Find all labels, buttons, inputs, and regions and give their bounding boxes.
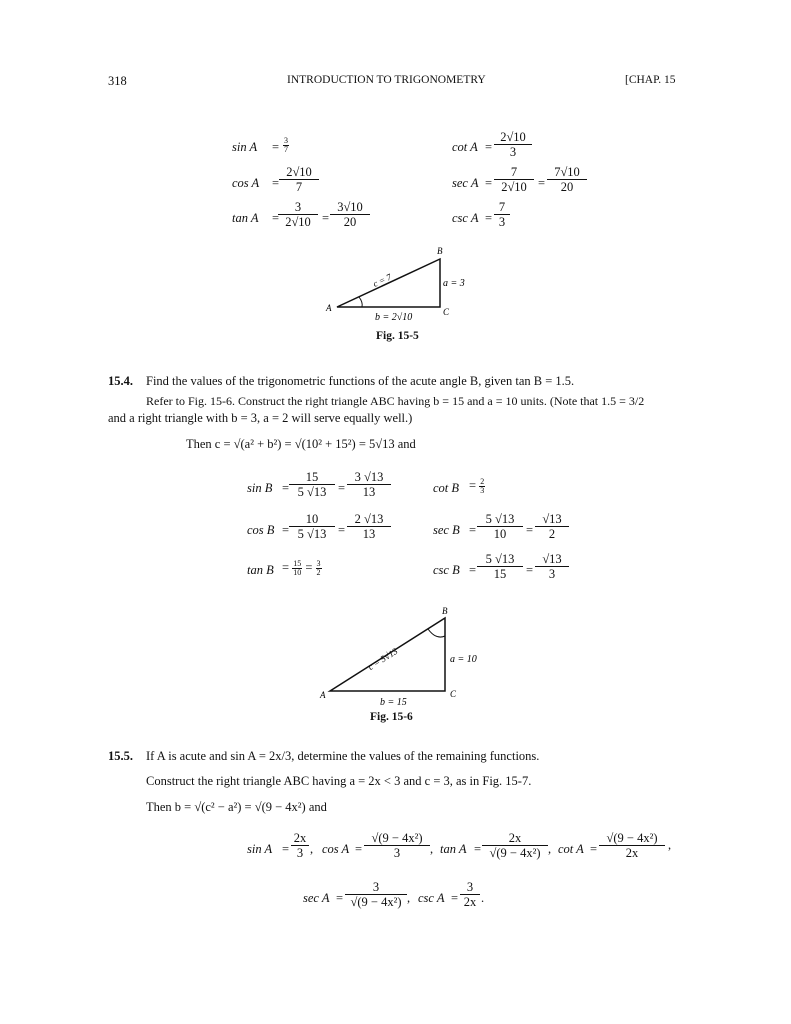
cot-a-fraction-3: [599, 831, 665, 860]
tan-a-label-3: tan A: [440, 842, 467, 856]
problem-15-4-line-2: and a right triangle with b = 3, a = 2 will serve equally well.): [108, 411, 413, 425]
label-c-vertex: C: [443, 307, 450, 317]
equals: =: [336, 891, 344, 905]
csc-a-label-3: csc A: [418, 891, 445, 905]
equals: =: [469, 563, 477, 577]
tan-b-value: = $\frac{15}{10}$ = $\frac{3}{2}$: [282, 559, 321, 577]
sin-a-num: 3: [284, 136, 288, 145]
label-side-a: a = 10: [450, 654, 477, 665]
tan-b-num-2: 3: [316, 559, 321, 568]
problem-15-4-statement: Find the values of the trigonometric functions of the acute angle B, given tan B = 1.5.: [146, 374, 575, 388]
sin-b-num-2: 3 √13: [347, 470, 391, 485]
sin-a-num-3: 2x: [291, 831, 309, 846]
sec-a-fraction-2: [547, 165, 587, 194]
triangle: [337, 259, 440, 307]
sin-b-num-1: 15: [289, 470, 335, 485]
cos-b-num-1: 10: [289, 512, 335, 527]
sec-a-label-3: sec A: [303, 891, 330, 905]
cos-b-num-2: 2 √13: [347, 512, 391, 527]
csc-b-num-1: 5 √13: [477, 552, 523, 567]
csc-b-label: csc B: [433, 563, 460, 577]
comma: ,: [668, 838, 672, 852]
csc-a-num: 7: [494, 200, 510, 215]
sin-b-label: sin B: [247, 481, 273, 495]
equals: =: [590, 842, 598, 856]
equals: =: [469, 523, 477, 537]
label-b-vertex: B: [442, 606, 448, 616]
sin-a-label: sin A: [232, 140, 258, 154]
equals: =: [526, 523, 534, 537]
cot-b-den: 3: [480, 486, 485, 495]
sin-b-fraction-1: [289, 470, 335, 499]
sec-b-num-1: 5 √13: [477, 512, 523, 527]
cos-b-den-2: 13: [362, 527, 376, 541]
csc-b-den-1: 15: [493, 567, 507, 581]
equals: =: [282, 481, 290, 495]
sec-b-label: sec B: [433, 523, 460, 537]
sin-a-den-3: 3: [296, 846, 304, 860]
problem-15-4-number: 15.4.: [108, 374, 133, 388]
equals: =: [282, 842, 290, 856]
problem-15-5-then: Then b = √(c² − a²) = √(9 − 4x²) and: [146, 800, 327, 814]
csc-a-den: 3: [498, 215, 506, 229]
cos-a-den: 7: [295, 180, 303, 194]
sec-a-num-1: 7: [494, 165, 534, 180]
tan-a-num-3: 2x: [482, 831, 548, 846]
sec-a-fraction-1: [494, 165, 534, 194]
csc-b-fraction-2: [535, 552, 569, 581]
sec-a-den-3: √(9 − 4x²): [350, 895, 402, 909]
problem-15-5-statement: If A is acute and sin A = 2x/3, determine the values of the remaining functions.: [146, 749, 540, 763]
figure-15-5: [325, 245, 485, 325]
sec-a-den-2: 20: [560, 180, 574, 194]
sec-a-den-1: 2√10: [501, 180, 527, 194]
sin-a-label-3: sin A: [247, 842, 273, 856]
cos-a-fraction-3: [364, 831, 430, 860]
tan-a-den-3: √(9 − 4x²): [489, 846, 541, 860]
cot-a-num: 2√10: [494, 130, 532, 145]
label-b-vertex: B: [437, 246, 443, 256]
sec-a-label: sec A: [452, 176, 479, 190]
angle-arc: [359, 297, 362, 307]
equals: =: [338, 481, 346, 495]
cot-b-value: = $\frac{2}{3}$: [469, 477, 485, 495]
sin-b-den-2: 13: [362, 485, 376, 499]
equals: =: [451, 891, 459, 905]
period: .: [481, 891, 485, 905]
label-side-b: b = 2√10: [375, 312, 413, 323]
problem-15-5-number: 15.5.: [108, 749, 133, 763]
cos-b-fraction-1: [289, 512, 335, 541]
cos-a-label: cos A: [232, 176, 260, 190]
page-number: 318: [108, 74, 127, 88]
cos-a-num-3: √(9 − 4x²): [364, 831, 430, 846]
tan-a-fraction-2: [330, 200, 370, 229]
cos-a-label-3: cos A: [322, 842, 350, 856]
equals: =: [272, 211, 280, 225]
csc-a-fraction: [494, 200, 510, 229]
sin-b-fraction-2: [347, 470, 391, 499]
csc-b-num-2: √13: [535, 552, 569, 567]
sec-b-den-1: 10: [493, 527, 507, 541]
cot-b-num: 2: [480, 477, 485, 486]
sec-b-num-2: √13: [535, 512, 569, 527]
label-c-vertex: C: [450, 689, 457, 699]
tan-a-den-1: 2√10: [285, 215, 311, 229]
equals: =: [355, 842, 363, 856]
tan-a-den-2: 20: [343, 215, 357, 229]
label-side-b: b = 15: [380, 697, 407, 706]
csc-a-num-3: 3: [460, 880, 480, 895]
cos-a-fraction: [279, 165, 319, 194]
tan-a-fraction-3: [482, 831, 548, 860]
sec-b-fraction-1: [477, 512, 523, 541]
tan-a-label: tan A: [232, 211, 259, 225]
sin-a-fraction-3: [291, 831, 309, 860]
csc-a-label: csc A: [452, 211, 479, 225]
running-title: INTRODUCTION TO TRIGONOMETRY: [287, 74, 486, 86]
chapter-label: [CHAP. 15: [625, 74, 676, 86]
cos-b-fraction-2: [347, 512, 391, 541]
figure-15-6: [318, 606, 498, 706]
equals: =: [538, 176, 546, 190]
equals: =: [272, 140, 280, 154]
tan-a-num-1: 3: [278, 200, 318, 215]
equals: =: [485, 211, 493, 225]
tan-b-den-1: 10: [293, 568, 302, 577]
label-side-a: a = 3: [443, 278, 465, 289]
comma: ,: [430, 842, 434, 856]
tan-b-num-1: 15: [293, 559, 302, 568]
equals: =: [485, 176, 493, 190]
comma: ,: [310, 842, 314, 856]
equals: =: [282, 523, 290, 537]
figure-15-5-caption: Fig. 15-5: [376, 330, 419, 342]
equals: =: [272, 176, 280, 190]
cot-a-fraction: [494, 130, 532, 159]
figure-15-6-caption: Fig. 15-6: [370, 711, 413, 723]
cos-b-label: cos B: [247, 523, 275, 537]
problem-15-4-then: Then c = √(a² + b²) = √(10² + 15²) = 5√13 and: [186, 437, 416, 451]
comma: ,: [548, 842, 552, 856]
sec-b-fraction-2: [535, 512, 569, 541]
comma: ,: [407, 891, 411, 905]
angle-arc: [428, 629, 445, 637]
label-a-vertex: A: [326, 303, 332, 313]
csc-a-den-3: 2x: [463, 895, 477, 909]
cot-a-den-3: 2x: [625, 846, 639, 860]
sec-a-num-3: 3: [345, 880, 407, 895]
sec-a-fraction-3: [345, 880, 407, 909]
cot-a-label-3: cot A: [558, 842, 584, 856]
label-a-vertex: A: [320, 690, 326, 700]
cot-a-num-3: √(9 − 4x²): [599, 831, 665, 846]
sin-a-value: [283, 137, 289, 154]
cos-a-den-3: 3: [393, 846, 401, 860]
equals: =: [526, 563, 534, 577]
cot-b-label: cot B: [433, 481, 460, 495]
problem-15-5-line-1: Construct the right triangle ABC having a = 2x < 3 and c = 3, as in Fig. 15-7.: [146, 774, 532, 788]
equals: =: [338, 523, 346, 537]
csc-a-fraction-3: [460, 880, 480, 909]
cot-a-label: cot A: [452, 140, 478, 154]
cos-a-num: 2√10: [279, 165, 319, 180]
cot-a-den: 3: [509, 145, 517, 159]
sin-a-den: 7: [284, 145, 288, 154]
sin-b-den-1: 5 √13: [297, 485, 327, 499]
label-side-c: c = 5√13: [366, 645, 400, 672]
equals: =: [474, 842, 482, 856]
tan-a-num-2: 3√10: [330, 200, 370, 215]
cos-b-den-1: 5 √13: [297, 527, 327, 541]
sec-a-num-2: 7√10: [547, 165, 587, 180]
tan-b-den-2: 2: [316, 568, 321, 577]
sec-b-den-2: 2: [548, 527, 556, 541]
problem-15-4-line-1: Refer to Fig. 15-6. Construct the right triangle ABC having b = 15 and a = 10 units. (Note that 1.5 = 3/2: [146, 394, 645, 408]
label-side-c: c = 7: [371, 271, 393, 289]
equals: =: [322, 211, 330, 225]
tan-b-label: tan B: [247, 563, 274, 577]
tan-a-fraction-1: [278, 200, 318, 229]
csc-b-fraction-1: [477, 552, 523, 581]
csc-b-den-2: 3: [548, 567, 556, 581]
equals: =: [485, 140, 493, 154]
